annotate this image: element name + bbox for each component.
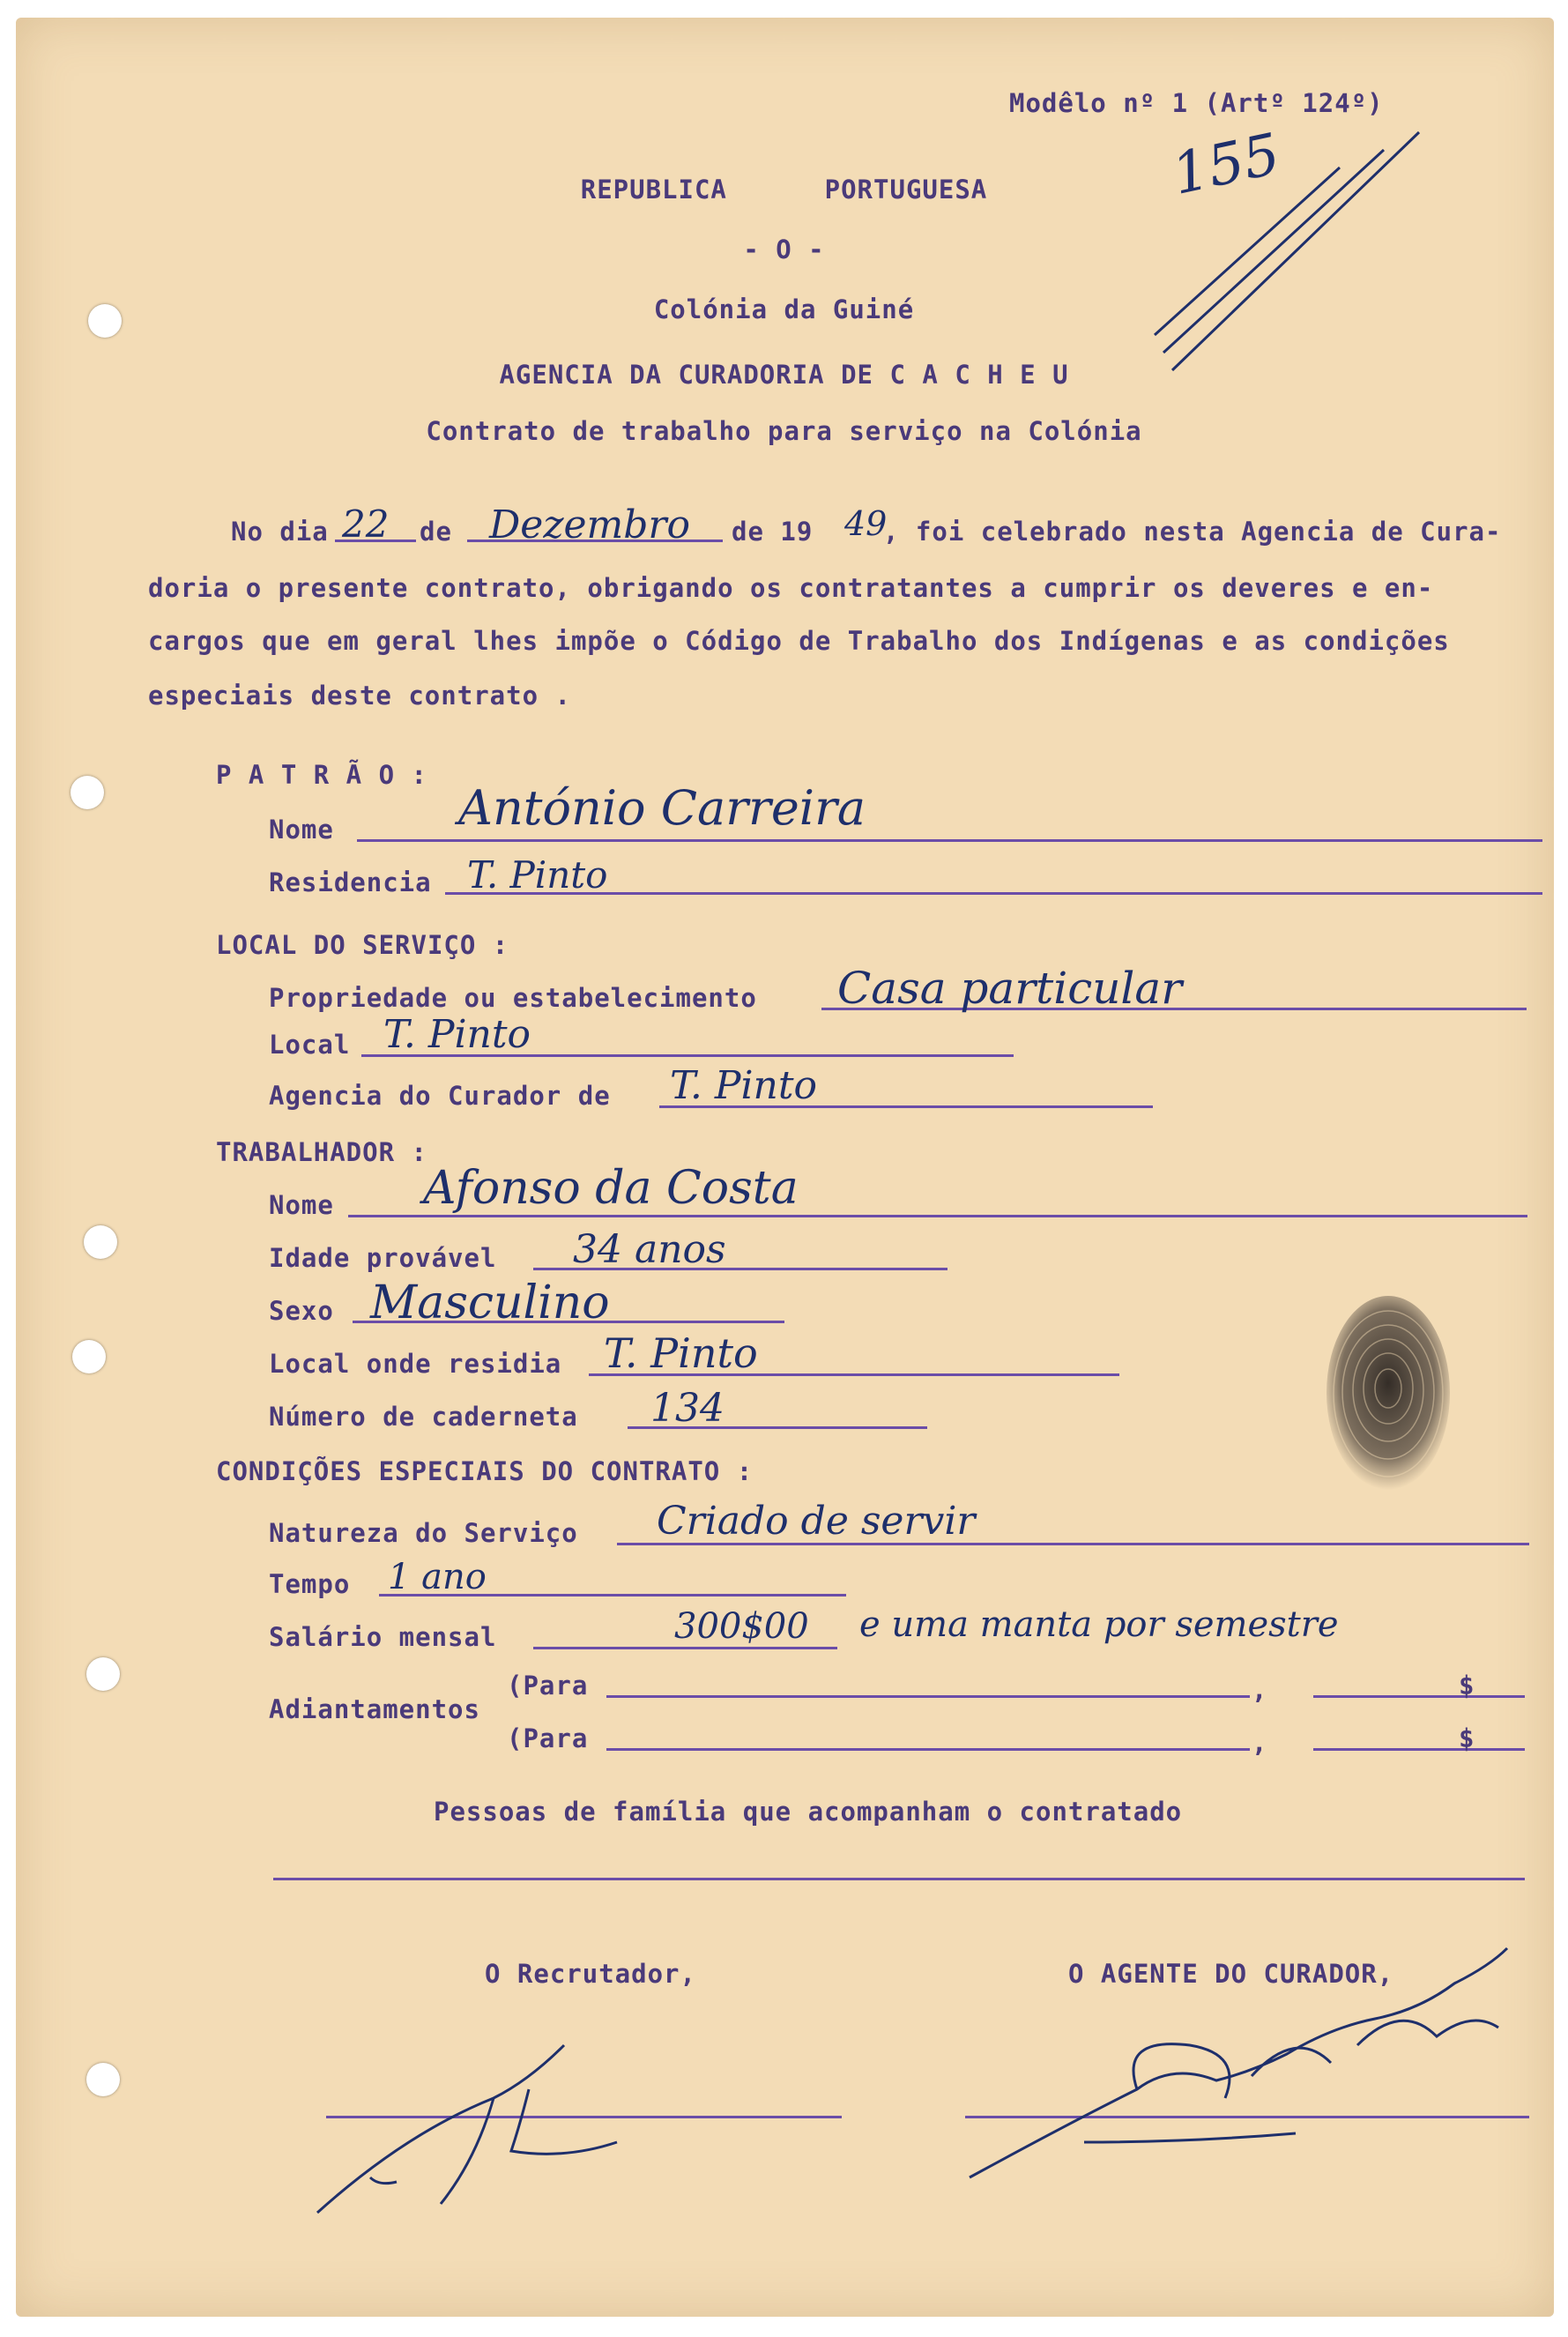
idade-label: Idade provável — [269, 1243, 497, 1273]
agencia-curador-value: T. Pinto — [670, 1063, 818, 1108]
thumbprint-image — [1322, 1291, 1454, 1494]
colonia-title: Colónia da Guiné — [653, 294, 915, 324]
salario-extra: e uma manta por semestre — [859, 1604, 1339, 1645]
agente-label: O AGENTE DO CURADOR, — [1068, 1959, 1394, 1989]
para-2-comma: , — [1252, 1728, 1268, 1758]
tempo-label: Tempo — [269, 1569, 351, 1599]
adiantamentos-label: Adiantamentos — [269, 1694, 480, 1724]
patrao-nome-label: Nome — [269, 815, 334, 845]
residia-label: Local onde residia — [269, 1349, 562, 1379]
trabalhador-heading: TRABALHADOR : — [216, 1137, 427, 1167]
sexo-label: Sexo — [269, 1296, 334, 1326]
salario-value: 300$00 — [674, 1606, 809, 1647]
intro-no-dia: No dia — [231, 517, 329, 547]
intro-de: de — [420, 517, 452, 547]
propriedade-label: Propriedade ou estabelecimento — [269, 983, 757, 1013]
natureza-label: Natureza do Serviço — [269, 1518, 578, 1548]
intro-de-19: de 19 — [732, 517, 814, 547]
familia-line — [273, 1878, 1525, 1880]
model-number: Modêlo nº 1 (Artº 124º) — [1009, 88, 1384, 118]
para-2-amount-line — [1313, 1748, 1525, 1751]
idade-value: 34 anos — [573, 1227, 726, 1272]
intro-line1-rest: , foi celebrado nesta Agencia de Cura- — [883, 517, 1502, 547]
intro-line2: doria o presente contrato, obrigando os contratantes a cumprir os deveres e en- — [148, 573, 1434, 603]
para-2-line — [606, 1748, 1250, 1751]
tempo-value: 1 ano — [388, 1557, 487, 1597]
punch-hole — [86, 2063, 120, 2096]
local-value: T. Pinto — [383, 1012, 531, 1057]
natureza-value: Criado de servir — [657, 1499, 976, 1544]
republica-title: REPUBLICA PORTUGUESA — [580, 175, 988, 205]
trabalhador-nome-label: Nome — [269, 1190, 334, 1220]
local-heading: LOCAL DO SERVIÇO : — [216, 930, 509, 960]
sexo-value: Masculino — [370, 1276, 610, 1329]
intro-day: 22 — [342, 502, 390, 546]
trabalhador-nome-line — [348, 1215, 1527, 1217]
patrao-residencia-line — [445, 892, 1542, 895]
salario-label: Salário mensal — [269, 1622, 497, 1652]
condicoes-heading: CONDIÇÕES ESPECIAIS DO CONTRATO : — [216, 1456, 754, 1486]
intro-line4: especiais deste contrato . — [148, 681, 571, 711]
para-1-dollar: $ — [1459, 1671, 1475, 1701]
day-line — [335, 540, 416, 542]
patrao-nome-line — [357, 839, 1542, 842]
salario-line — [533, 1647, 837, 1649]
local-label: Local — [269, 1030, 351, 1060]
page-number: 155 — [1166, 122, 1286, 208]
para-2-label: (Para — [507, 1723, 589, 1753]
punch-hole — [71, 776, 104, 809]
para-1-comma: , — [1252, 1675, 1268, 1705]
patrao-residencia-value: T. Pinto — [467, 853, 608, 897]
intro-year: 49 — [844, 504, 888, 543]
agente-signature — [961, 1931, 1534, 2195]
punch-hole — [84, 1225, 117, 1259]
punch-hole — [86, 1657, 120, 1691]
caderneta-label: Número de caderneta — [269, 1402, 578, 1432]
recrutador-label: O Recrutador, — [485, 1959, 696, 1989]
para-1-amount-line — [1313, 1695, 1525, 1698]
patrao-heading: P A T R Ã O : — [216, 760, 427, 790]
patrao-nome-value: António Carreira — [458, 780, 866, 836]
familia-label: Pessoas de família que acompanham o contratado — [434, 1797, 1183, 1827]
agencia-curador-label: Agencia do Curador de — [269, 1081, 611, 1111]
month-line — [467, 540, 723, 542]
caderneta-value: 134 — [650, 1386, 725, 1431]
patrao-residencia-label: Residencia — [269, 867, 432, 897]
contrato-title: Contrato de trabalho para serviço na Colónia — [426, 416, 1142, 446]
para-1-label: (Para — [507, 1671, 589, 1701]
intro-month: Dezembro — [489, 502, 690, 547]
trabalhador-nome-value: Afonso da Costa — [423, 1162, 799, 1215]
punch-hole — [72, 1340, 106, 1373]
recrutador-signature — [300, 2028, 635, 2230]
header-divider: - O - — [743, 234, 825, 264]
agencia-title: AGENCIA DA CURADORIA DE C A C H E U — [499, 360, 1069, 390]
para-1-line — [606, 1695, 1250, 1698]
intro-line3: cargos que em geral lhes impõe o Código de Trabalho dos Indígenas e as condições — [148, 626, 1450, 656]
propriedade-value: Casa particular — [837, 963, 1183, 1014]
residia-value: T. Pinto — [604, 1329, 758, 1377]
para-2-dollar: $ — [1459, 1723, 1475, 1753]
